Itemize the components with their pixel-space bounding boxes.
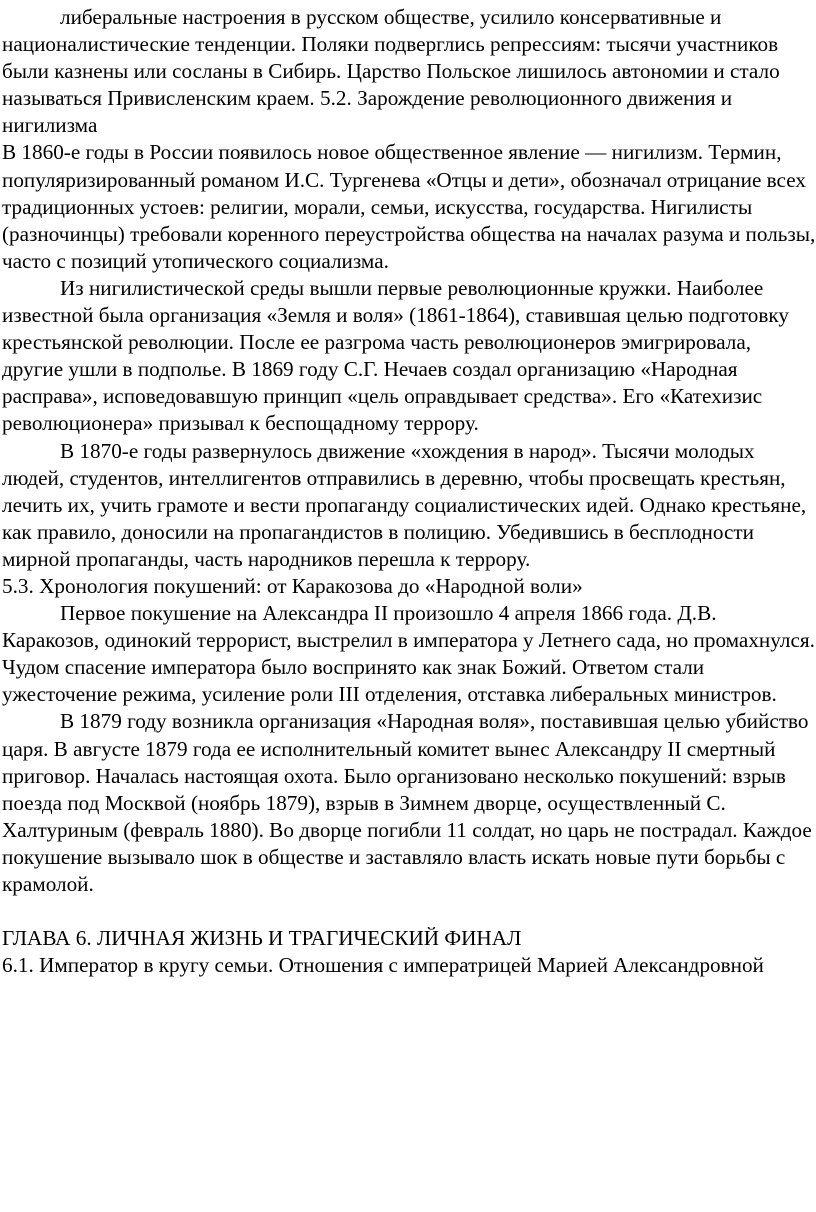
paragraph-polish-uprising-aftermath: либеральные настроения в русском обществе, усилило консервативные и националистические тенденции. Поляки подверглись репрессиям: тысячи участников были казнены или сосланы в Сибирь. Царство Польское лишилось автономии и стало называться Привисленским краем. 5.2. Зарождение революционного движения и нигилизма [2, 5, 780, 138]
paragraph-going-to-the-people: В 1870-е годы развернулось движение «хождения в народ». Тысячи молодых людей, студентов, интеллигентов отправились в деревню, чтобы просвещать крестьян, лечить их, учить грамоте и вести пропаганду социалистических идей. Однако крестьяне, как правило, доносили на пропагандистов в полицию. Убедившись в бесплодности мирной пропаганды, часть народников перешла к террору. [2, 438, 807, 571]
paragraph-karakozov-attempt: Первое покушение на Александра II произошло 4 апреля 1866 года. Д.В. Каракозов, одинокий террорист, выстрелил в императора у Летнего сада, но промахнулся. Чудом спасение императора было воспринято как знак Божий. Ответом стали ужесточение режима, усиление роли III отделения, отставка либеральных министров. [2, 601, 815, 707]
paragraph-narodnaya-volya: В 1879 году возникла организация «Народная воля», поставившая целью убийство царя. В августе 1879 года ее исполнительный комитет вынес Александру II смертный приговор. Началась настоящая охота. Было организовано несколько покушений: взрыв поезда под Москвой (ноябрь 1879), взрыв в Зимнем дворце, осуществленный С. Халтуриным (февраль 1880). Во дворце погибли 11 солдат, но царь не пострадал. Каждое покушение вызывало шок в обществе и заставляло власть искать новые пути борьбы с крамолой. [2, 709, 812, 896]
section-heading-6-1: 6.1. Император в кругу семьи. Отношения с императрицей Марией Александровной [2, 953, 764, 978]
paragraph-nihilism: В 1860-е годы в России появилось новое общественное явление — нигилизм. Термин, популяризированный романом И.С. Тургенева «Отцы и дети», обозначал отрицание всех традиционных устоев: религии, морали, семьи, искусства, государства. Нигилисты (разночинцы) требовали коренного переустройства общества на началах разума и пользы, часто с позиций утопического социализма. [2, 140, 816, 273]
section-heading-5-3: 5.3. Хронология покушений: от Каракозова до «Народной воли» [2, 573, 583, 598]
blank-line [2, 898, 816, 925]
chapter-heading-6: ГЛАВА 6. ЛИЧНАЯ ЖИЗНЬ И ТРАГИЧЕСКИЙ ФИНАЛ [2, 926, 522, 951]
paragraph-revolutionary-circles: Из нигилистической среды вышли первые революционные кружки. Наиболее известной была организация «Земля и воля» (1861-1864), ставившая целью подготовку крестьянской революции. После ее разгрома часть революционеров эмигрировала, другие ушли в подполье. В 1869 году С.Г. Нечаев создал организацию «Народная расправа», исповедовавшую принцип «цель оправдывает средства». Его «Катехизис революционера» призывал к беспощадному террору. [2, 275, 789, 436]
